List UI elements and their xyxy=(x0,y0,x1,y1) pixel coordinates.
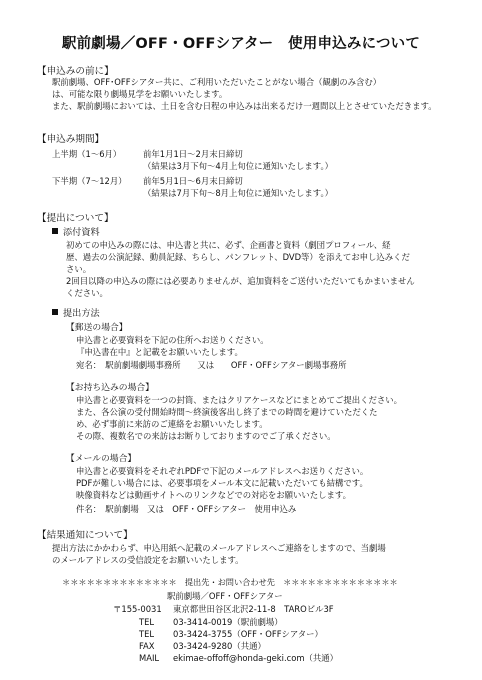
result-line: 提出方法にかかわらず、申込用紙へ記載のメールアドレスへご連絡をしますので、当劇場 xyxy=(52,543,386,553)
bring-line: め、必ず事前に来訪のご連絡をお願いいたします。 xyxy=(76,419,268,429)
contact-fax-label: FAX xyxy=(139,641,155,651)
before-heading: 【申込みの前に】 xyxy=(37,66,114,77)
mail-line: 宛名： 駅前劇場劇場事務所 又は OFF・OFFシアター劇場事務所 xyxy=(76,360,347,370)
attach-heading-text: 添付資料 xyxy=(63,227,100,238)
period-first-label: 上半期（1～6月） xyxy=(52,149,122,159)
period-second-line2: （結果は7月下旬～8月上旬位に通知いたします。） xyxy=(143,188,334,198)
mail-line: 『申込書在中』と記載をお願いいたします。 xyxy=(76,347,243,357)
email-line: PDFが難しい場合には、必要事項をメール本文に記載いただいても結構です。 xyxy=(76,478,368,488)
contact-address: 東京都世田谷区北沢2-11-8 TAROビル3F xyxy=(173,604,334,614)
contact-postal: 〒155-0031 xyxy=(113,604,162,614)
before-line: 駅前劇場、OFF･OFFシアター共に、ご利用いただいたことがない場合（観劇のみ含む） xyxy=(52,77,382,87)
email-line: 申込書と必要資料をそれぞれPDFで下記のメールアドレスへお送りください。 xyxy=(76,466,369,476)
period-first-line1: 前年1月1日～2月末日締切 xyxy=(143,149,243,159)
attach-line: 初めての申込みの際には、申込書と共に、必ず、企画書と資料（劇団プロフィール、経 xyxy=(66,240,391,250)
page-title: 駅前劇場／OFF・OFFシアター 使用申込みについて xyxy=(61,36,421,52)
before-line: また、駅前劇場においては、土日を含む日程の申込みは出来るだけ一週間以上とさせていただきます。 xyxy=(52,101,437,111)
submit-heading: 【提出について】 xyxy=(37,213,114,224)
attach-line: 2回目以降の申込みの際には必要ありませんが、追加資料をご送付いただいてもかまいません xyxy=(66,276,415,286)
email-heading: 【メールの場合】 xyxy=(66,454,137,464)
method-heading-text: 提出方法 xyxy=(63,308,100,319)
period-heading: 【申込み期間】 xyxy=(37,134,105,145)
period-second-label: 下半期（7～12月） xyxy=(52,176,127,186)
contact-banner: ＊＊＊＊＊＊＊＊＊＊＊＊＊＊ 提出先・お問い合わせ先 ＊＊＊＊＊＊＊＊＊＊＊＊＊＊ xyxy=(62,577,398,587)
email-line: 件名： 駅前劇場 又は OFF・OFFシアター 使用申込み xyxy=(76,504,297,514)
bring-line: また、各公演の受付開始時間～終演後客出し終了までの時間を避けていただくた xyxy=(76,407,378,417)
bring-heading: 【お持ち込みの場合】 xyxy=(66,383,154,393)
email-line: 映像資料などは動画サイトへのリンクなどでの対応をお願いいたします。 xyxy=(76,490,351,500)
bring-line: その際、複数名での来訪はお断りしておりますのでご了承ください。 xyxy=(76,431,336,441)
square-bullet-icon xyxy=(52,309,58,315)
result-heading: 【結果通知について】 xyxy=(37,530,133,541)
period-second-line1: 前年5月1日～6月末日締切 xyxy=(143,176,243,186)
contact-fax: 03-3424-9280（共通） xyxy=(173,641,266,651)
attach-line: 歴、過去の公演記録、動員記録、ちらし、パンフレット、DVD等）を添えてお申し込みくだ xyxy=(66,252,410,262)
contact-mail: ekimae-offoff@honda-geki.com（共通） xyxy=(173,653,339,663)
square-bullet-icon xyxy=(52,228,58,234)
contact-mail-label: MAIL xyxy=(139,653,160,663)
contact-tel2: 03-3424-3755（OFF・OFFシアター） xyxy=(173,629,323,639)
contact-name: 駅前劇場／OFF・OFFシアター xyxy=(167,591,283,601)
before-line: は、可能な限り劇場見学をお願いいたします。 xyxy=(52,89,228,99)
attach-heading xyxy=(52,224,100,238)
bring-line: 申込書と必要資料を一つの封筒、またはクリアケースなどにまとめてご提出ください。 xyxy=(76,395,402,405)
result-line: のメールアドレスの受信設定をお願いいたします。 xyxy=(52,555,244,565)
contact-tel2-label: TEL xyxy=(139,629,155,639)
attach-line: さい。 xyxy=(66,264,92,274)
contact-tel1-label: TEL xyxy=(139,617,155,627)
attach-line: ください。 xyxy=(66,288,108,298)
mail-line: 申込書と必要資料を下記の住所へお送りください。 xyxy=(76,335,269,345)
period-first-line2: （結果は3月下旬～4月上旬位に通知いたします。） xyxy=(143,161,334,171)
method-heading xyxy=(52,305,100,319)
mail-heading: 【郵送の場合】 xyxy=(66,323,128,333)
contact-tel1: 03-3414-0019（駅前劇場） xyxy=(173,617,283,627)
